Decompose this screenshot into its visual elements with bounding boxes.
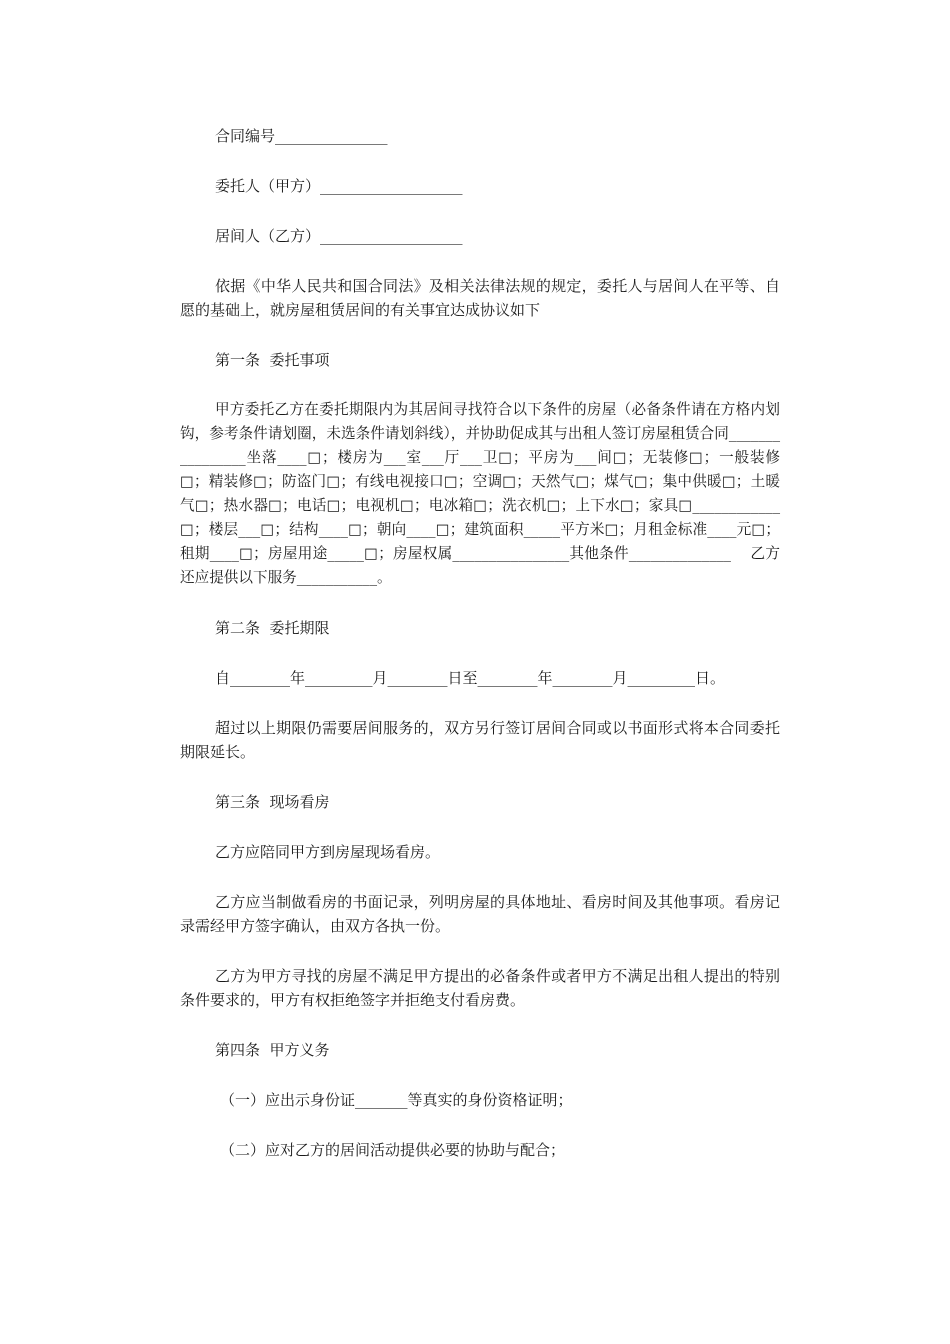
viewing-accompany-paragraph: 乙方应陪同甲方到房屋现场看房。 [215,843,441,861]
client-party-a-line: 委托人（甲方）___________________ [215,177,463,195]
viewing-refusal-paragraph: 乙方为甲方寻找的房屋不满足甲方提出的必备条件或者甲方不满足出租人提出的特别条件要求的，甲方有权拒绝签字并拒绝支付看房费。 [180,967,780,1009]
article-1-heading: 第一条 委托事项 [215,351,330,369]
article-4-heading: 第四条 甲方义务 [215,1041,330,1059]
article-2-heading: 第二条 委托期限 [215,619,330,637]
viewing-record-paragraph: 乙方应当制做看房的书面记录，列明房屋的具体地址、看房时间及其他事项。看房记录需经甲方签字确认，由双方各执一份。 [180,893,780,935]
article-1-body: 甲方委托乙方在委托期限内为其居间寻找符合以下条件的房屋（必备条件请在方格内划钩，参考条件请划圈，未选条件请划斜线），并协助促成其与出租人签订房屋租赁合同________________坐落____□；楼房为___室___厅___卫□；平房为___间□；无装修□；一般装修□；精装修□；防盗门□；有线电视接口□；空调□；天然气□；煤气□；集中供暖□；土暖气□；热水器□；电话□；电视机□；电冰箱□；洗衣机□；上下水□；家具□____________□；楼层___□；结构____□；朝向____□；建筑面积_____平方米□；月租金标准____元□；租期____□；房屋用途_____□；房屋权属________________其他条件______________ 乙方还应提供以下服务___________。 [180,401,780,586]
broker-party-b-line: 居间人（乙方）___________________ [215,227,463,245]
term-extension-paragraph: 超过以上期限仍需要居间服务的，双方另行签订居间合同或以书面形式将本合同委托期限延长。 [180,719,780,761]
party-a-duty-2: （二）应对乙方的居间活动提供必要的协助与配合； [220,1141,566,1159]
article-3-heading: 第三条 现场看房 [215,793,330,811]
party-a-duty-1: （一）应出示身份证_______等真实的身份资格证明； [220,1091,573,1109]
preamble-paragraph: 依据《中华人民共和国合同法》及相关法律法规的规定，委托人与居间人在平等、自愿的基础上，就房屋租赁居间的有关事宜达成协议如下 [180,277,780,319]
contract-number-line: 合同编号_______________ [215,127,388,145]
term-dates-line: 自________年_________月________日至________年________月_________日。 [215,669,726,687]
contract-page [180,124,780,1188]
